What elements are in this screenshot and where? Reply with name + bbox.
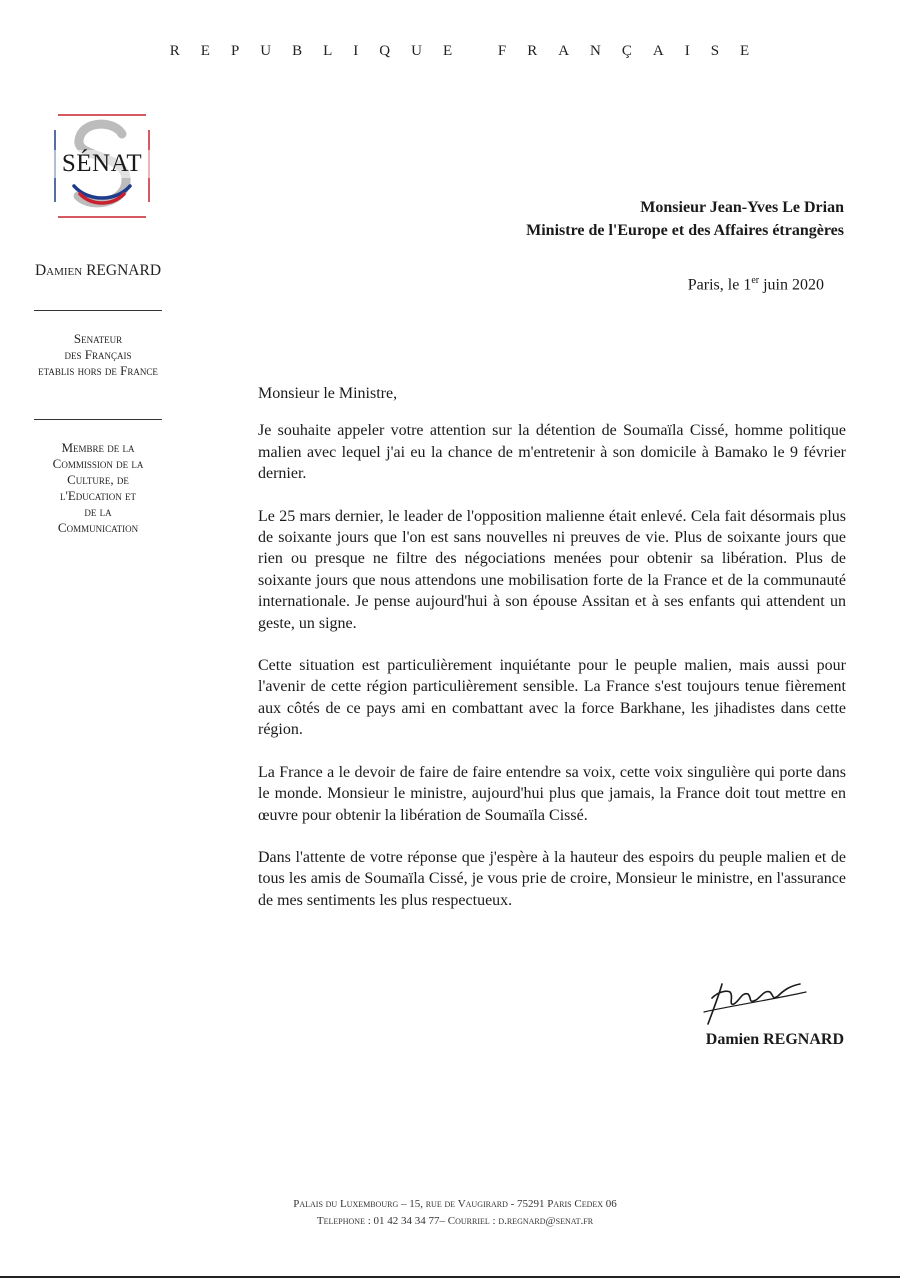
sender-title-line: etablis hors de France [38,363,158,378]
senat-logo [52,112,152,220]
footer-address: Palais du Luxembourg – 15, rue de Vaugirard - 75291 Paris Cedex 06 [293,1198,617,1210]
salutation: Monsieur le Ministre, [258,385,398,402]
sender-committee [0,440,196,536]
recipient-name: Monsieur Jean-Yves Le Drian [640,199,844,216]
footer [0,1196,900,1230]
committee-line: de la [84,504,112,519]
recipient-block [526,196,844,242]
dateline-prefix: Paris, le 1 [687,276,752,294]
letter-paragraph: La France a le devoir de faire de faire entendre sa voix, cette voix singulière qui porte dans le monde. Monsieur le ministre, aujourd'hui plus que jamais, la France doit tout mettre en œuvre pour obtenir la libération de Soumaïla Cissé. [258,763,846,824]
sidebar-divider [34,419,162,420]
letter-paragraph: Cette situation est particulièrement inquiétante pour le peuple malien, mais aussi pour l'avenir de cette région particulièrement sensible. La France s'est toujours tenue fièrement aux côtés de ce pays ami en combattant avec la force Barkhane, les jihadistes dans cette région. [258,657,846,739]
committee-line: Culture, de [67,472,129,487]
committee-line: Commission de la [52,456,144,471]
sender-name: Damien REGNARD [34,262,162,279]
dateline-superscript: er [751,275,760,286]
sender-title [0,331,196,379]
signer-name: Damien REGNARD [705,1031,844,1048]
footer-contact: Telephone : 01 42 34 34 77– Courriel : d.regnard@senat.fr [316,1215,594,1227]
sidebar-divider [34,310,162,311]
letter-paragraph: Dans l'attente de votre réponse que j'espère à la hauteur des espoirs du peuple malien et de tous les amis de Soumaïla Cissé, je vous prie de croire, Monsieur le ministre, en l'assurance de mes sentiments les plus respectueux. [258,848,846,909]
committee-line: Membre de la [61,440,135,455]
committee-line: l'Education et [59,488,137,503]
letter-paragraph: Le 25 mars dernier, le leader de l'opposition malienne était enlevé. Cela fait désormais plus de soixante jours que l'on est sans nouvelles ni preuves de vie. Plus de soixante jours que rien ou presque ne filtre des négociations menées pour obtenir sa libération. Plus de soixante jours que nous attendons une mobilisation forte de la France et de la communauté internationale. Je pense aujourd'hui à son épouse Assitan et à ses enfants qui attendent un geste, un signe. [258,507,846,632]
handwritten-signature [700,978,810,1028]
republic-banner: REPUBLIQUE FRANÇAISE [169,43,771,59]
dateline-suffix: juin 2020 [759,276,824,294]
recipient-role: Ministre de l'Europe et des Affaires étrangères [526,222,844,239]
letter-paragraph: Je souhaite appeler votre attention sur la détention de Soumaïla Cissé, homme politique malien avec lequel j'ai eu la chance de m'entretenir à son domicile à Bamako le 9 février dernier. [258,422,846,483]
page-edge [0,1276,900,1278]
committee-line: Communication [57,520,139,535]
signature-graphic [700,978,810,1028]
senat-logo-text: SÉNAT [52,150,152,178]
sender-sidebar [0,262,196,536]
letter-body [258,383,846,932]
sender-title-line: des Français [64,347,132,362]
sender-title-line: Senateur [73,331,123,346]
dateline [688,275,824,294]
